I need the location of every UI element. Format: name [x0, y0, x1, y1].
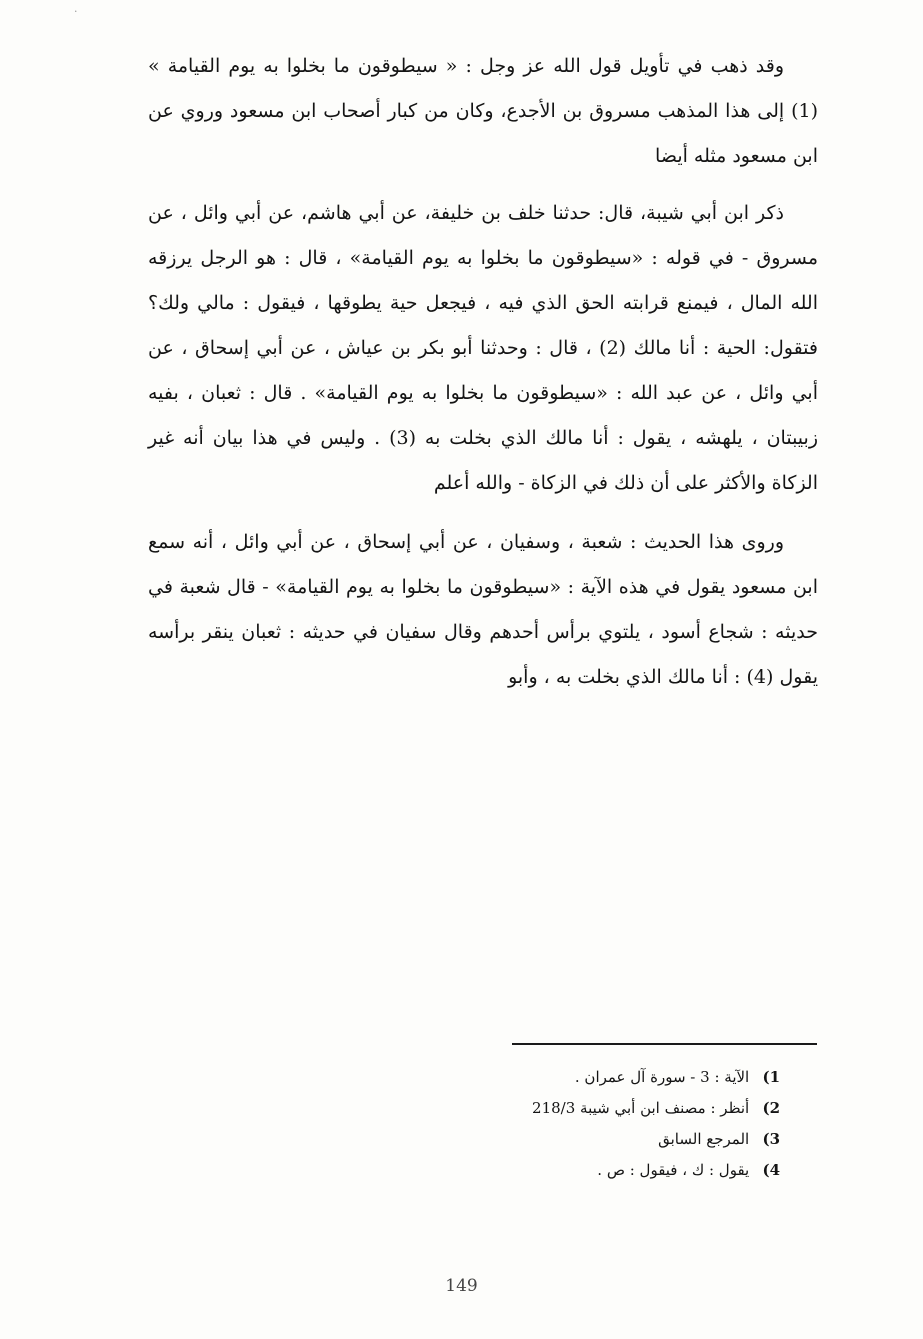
- paragraph-2: ذكر ابن أبي شيبة، قال: حدثنا خلف بن خليفة، عن أبي هاشم، عن أبي وائل ، عن مسروق - في قوله : «سيطوقون ما بخلوا به يوم القيامة» ، قال : هو الرجل يرزقه الله المال ، فيمنع قرابته الحق الذي فيه ، فيجعل حية يطوقها ، فيقول : مالي ولك؟ فتقول: الحية : أنا مالك (2) ، قال : وحدثنا أبو بكر بن عياش ، عن أبي إسحاق ، عن أبي وائل ، عن عبد الله : «سيطوقون ما بخلوا به يوم القيامة» . قال : ثعبان ، بفيه زبيبتان ، يلهشه ، يقول : أنا مالك الذي بخلت به (3) . وليس في هذا بيان أنه غير الزكاة والأكثر على أن ذلك في الزكاة - والله أعلم: [148, 202, 819, 494]
- main-text-block: [148, 44, 818, 712]
- scan-speck-mark: ·: [74, 5, 78, 18]
- footnote-number: 4): [762, 1161, 780, 1179]
- page-number: 149: [445, 1276, 478, 1296]
- footnote-text: أنظر : مصنف ابن أبي شيبة 218/3: [532, 1099, 750, 1117]
- footnote-2: [360, 1093, 780, 1124]
- footnote-text: الآية : 3 - سورة آل عمران .: [574, 1068, 750, 1086]
- footnote-1: [360, 1062, 780, 1093]
- footnote-4: [360, 1155, 780, 1186]
- footnote-3: [360, 1124, 780, 1155]
- paragraph-3: وروى هذا الحديث : شعبة ، وسفيان ، عن أبي إسحاق ، عن أبي وائل ، أنه سمع ابن مسعود يقول في هذه الآية : «سيطوقون ما بخلوا به يوم القيامة» - قال شعبة في حديثه : شجاع أسود ، يلتوي برأس أحدهم وقال سفيان في حديثه : ثعبان ينقر برأسه يقول (4) : أنا مالك الذي بخلت به ، وأبو: [148, 531, 818, 688]
- footnote-number: 2): [762, 1099, 780, 1117]
- footnote-text: يقول : ك ، فيقول : ص .: [597, 1161, 750, 1179]
- footnote-text: المرجع السابق: [658, 1130, 750, 1148]
- footnotes-list: [360, 1062, 780, 1186]
- footnote-separator: [512, 1043, 817, 1045]
- paragraph-1: وقد ذهب في تأويل قول الله عز وجل : « سيطوقون ما بخلوا به يوم القيامة » (1) إلى هذا المذهب مسروق بن الأجدع، وكان من كبار أصحاب ابن مسعود وروي عن ابن مسعود مثله أيضا: [148, 55, 818, 167]
- footnote-number: 3): [762, 1130, 780, 1148]
- footnote-number: 1): [762, 1068, 780, 1086]
